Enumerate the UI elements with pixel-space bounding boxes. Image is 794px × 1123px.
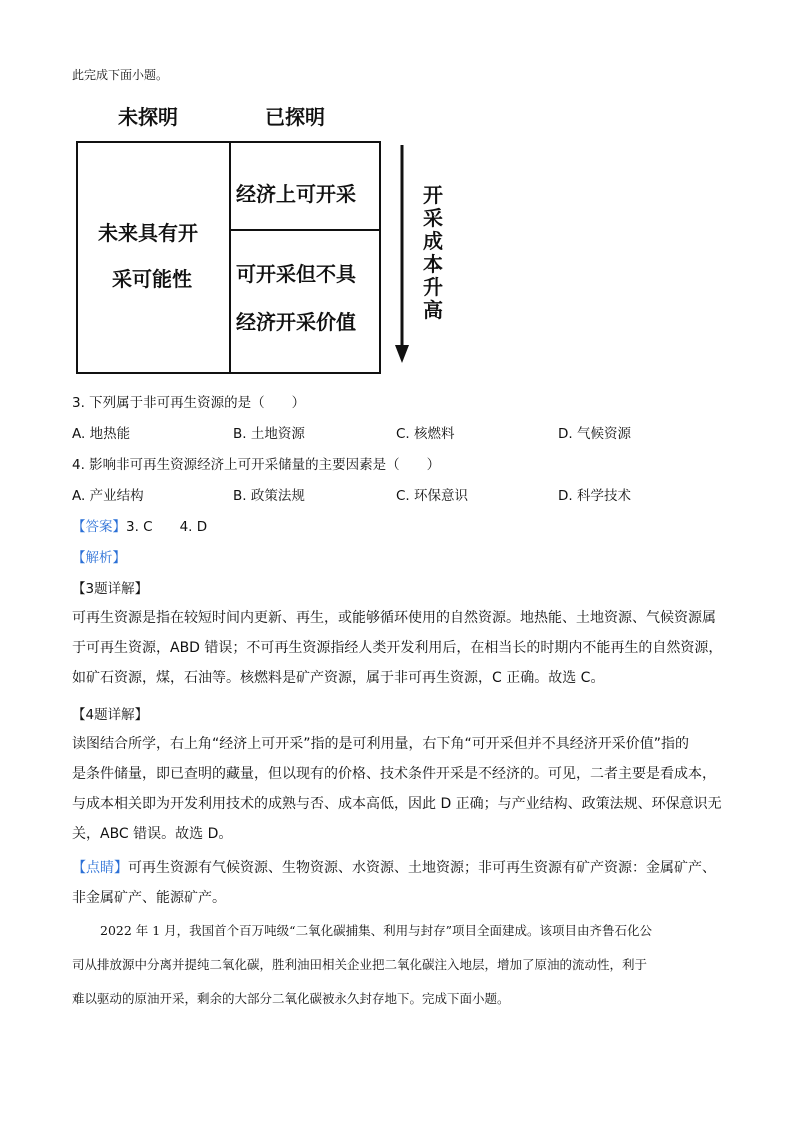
- detail-3-line: 于可再生资源，ABD 错误；不可再生资源指经人类开发利用后，在相当长的时期内不能再生的自然资源，: [72, 640, 723, 656]
- detail-3-body: [72, 603, 722, 693]
- arrow-label-char: 采: [423, 206, 443, 230]
- analysis-label: 【解析】: [72, 550, 126, 566]
- diagram-right-top: 经济上可开采: [236, 182, 356, 206]
- detail-3-line: 如矿石资源，煤，石油等。核燃料是矿产资源，属于非可再生资源，C 正确。故选 C。: [72, 670, 605, 686]
- detail-4-title: 【4题详解】: [72, 707, 149, 723]
- next-material-line: 2022 年 1 月，我国首个百万吨级“二氧化碳捕集、利用与封存”项目全面建成。该项目由齐鲁石化公: [100, 923, 652, 938]
- question-4-option-d: D. 科学技术: [558, 488, 631, 504]
- question-4-option-a: A. 产业结构: [72, 488, 144, 504]
- diagram-horizontal-divider: [229, 229, 381, 231]
- diagram-right-bottom-line2: 经济开采价值: [236, 310, 356, 334]
- question-3-stem: 3. 下列属于非可再生资源的是（ ）: [72, 395, 306, 411]
- diagram-header-explored: 已探明: [265, 105, 325, 129]
- question-4-stem: 4. 影响非可再生资源经济上可开采储量的主要因素是（ ）: [72, 457, 441, 473]
- diagram-left-line2: 采可能性: [112, 267, 192, 291]
- arrow-label-char: 本: [423, 252, 443, 276]
- detail-4-line: 关，ABC 错误。故选 D。: [72, 826, 233, 842]
- arrow-label-char: 升: [423, 275, 443, 299]
- next-material-line: 司从排放源中分离并提纯二氧化碳，胜利油田相关企业把二氧化碳注入地层，增加了原油的流动性，利于: [72, 957, 648, 972]
- arrow-label-char: 成: [423, 229, 443, 253]
- diagram-vertical-divider: [229, 141, 231, 374]
- question-4-option-b: B. 政策法规: [233, 488, 305, 504]
- detail-4-line: 是条件储量，即已查明的藏量，但以现有的价格、技术条件开采是不经济的。可见，二者主要是看成本，: [72, 766, 716, 782]
- next-material-line: 难以驱动的原油开采，剩余的大部分二氧化碳被永久封存地下。完成下面小题。: [72, 991, 510, 1006]
- question-3-option-a: A. 地热能: [72, 426, 131, 442]
- diagram-header-unexplored: 未探明: [118, 105, 178, 129]
- diagram-left-line1: 未来具有开: [98, 221, 198, 245]
- detail-4-line: 读图结合所学，右上角“经济上可开采”指的是可利用量，右下角“可开采但并不具经济开采价值”指的: [72, 736, 690, 752]
- intro-fragment: 此完成下面小题。: [72, 68, 169, 82]
- next-material: [72, 914, 652, 1016]
- detail-4-body: [72, 729, 722, 849]
- question-3-option-d: D. 气候资源: [558, 426, 631, 442]
- tips-label: 【点睛】: [72, 860, 128, 876]
- arrow-label-char: 开: [423, 183, 443, 207]
- answer-label: 【答案】: [72, 519, 126, 535]
- detail-4-line: 与成本相关即为开发利用技术的成熟与否、成本高低，因此 D 正确；与产业结构、政策法规、环保意识无: [72, 796, 722, 812]
- detail-3-line: 可再生资源是指在较短时间内更新、再生，或能够循环使用的自然资源。地热能、土地资源、气候资源属: [72, 610, 716, 626]
- tips-block: [72, 853, 716, 913]
- arrow-label: [420, 184, 446, 322]
- answer-line: [72, 515, 207, 535]
- detail-3-title: 【3题详解】: [72, 581, 149, 597]
- question-3-option-c: C. 核燃料: [396, 426, 455, 442]
- tips-line-1: [72, 853, 716, 883]
- arrow-label-char: 高: [423, 298, 443, 322]
- question-4-option-c: C. 环保意识: [396, 488, 469, 504]
- diagram-right-bottom-line1: 可开采但不具: [236, 262, 356, 286]
- tips-line: 非金属矿产、能源矿产。: [72, 890, 226, 906]
- answer-value: 3. C 4. D: [126, 519, 208, 535]
- down-arrow-icon: [393, 145, 411, 365]
- question-3-option-b: B. 土地资源: [233, 426, 305, 442]
- tips-line: 可再生资源有气候资源、生物资源、水资源、土地资源；非可再生资源有矿产资源：金属矿产、: [128, 860, 716, 876]
